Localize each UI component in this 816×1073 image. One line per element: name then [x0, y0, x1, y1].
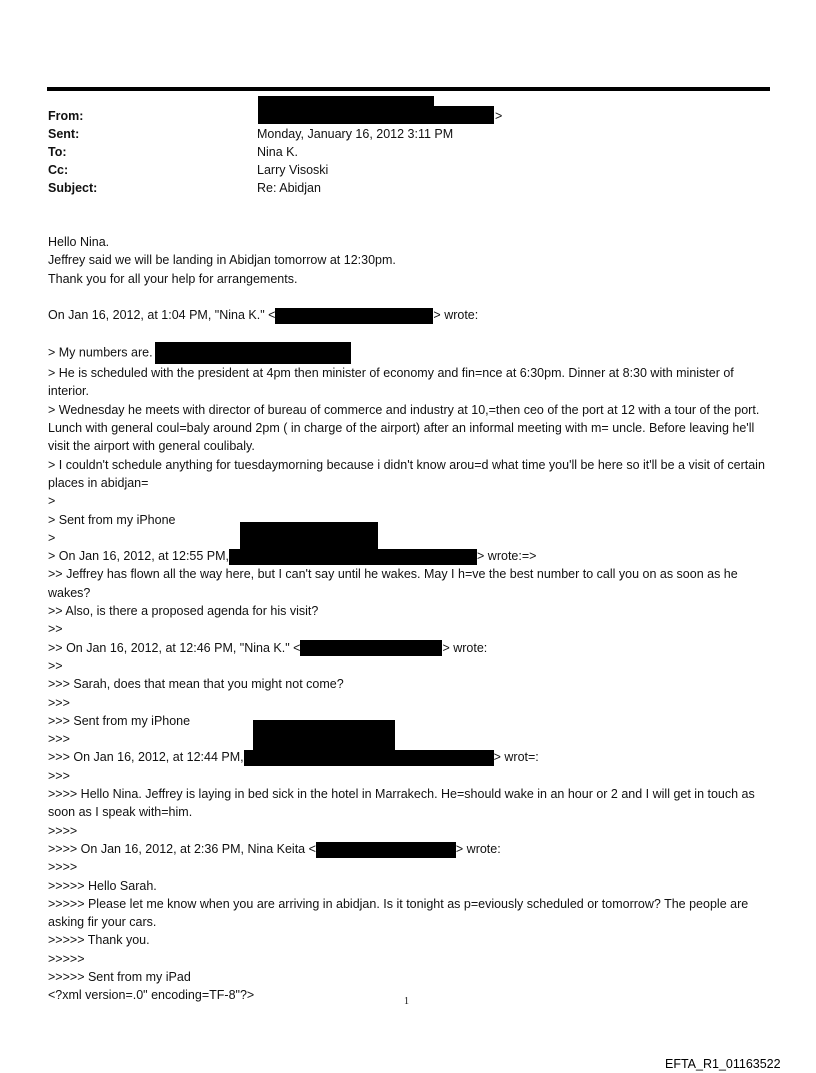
body-line: > He is scheduled with the president at 4pm then minister of economy and fin=nce at 6:30pm. Dinner at 8:30 with minister of interior.: [48, 366, 734, 399]
sent-value: Monday, January 16, 2012 3:11 PM: [257, 127, 454, 141]
body-line: [48, 342, 768, 364]
bates-number: EFTA_R1_01163522: [665, 1057, 781, 1071]
body-line: > Wednesday he meets with director of bureau of commerce and industry at 10,=then ceo of the port at 12 with a tour of the port. Lunch with general coul=baly around 2pm ( in charge of the airport) after an informal meeting with m= uncle. Before leaving he'll visit the airport with general coulibaly.: [48, 402, 760, 454]
quote-header-line: [48, 306, 768, 324]
from-value: >: [495, 109, 503, 123]
body-line: >>>>>: [48, 951, 85, 966]
cc-value: Larry Visoski: [257, 163, 329, 177]
cc-label: Cc:: [48, 163, 69, 177]
to-label: To:: [48, 145, 67, 159]
body-line: >> Also, is there a proposed agenda for his visit?: [48, 604, 319, 619]
quote-header-prefix: > On Jan 16, 2012, at 12:55 PM,: [48, 549, 230, 564]
email-redaction: [300, 640, 442, 656]
body-line: >>>>> Please let me know when you are arriving in abidjan. Is it tonight as p=eviously scheduled or tomorrow? The people are asking fir your cars.: [48, 896, 749, 930]
page-number: 1: [404, 996, 409, 1007]
quote-header-prefix: On Jan 16, 2012, at 1:04 PM, "Nina K." <: [48, 307, 276, 322]
body-line: >>: [48, 622, 63, 637]
body-line: >>>>> Thank you.: [48, 933, 150, 948]
quote-header-suffix: > wrote:: [442, 640, 488, 655]
quote-header-suffix: > wrote:: [455, 841, 501, 856]
body-line: <?xml version=.0" encoding=TF-8"?>: [48, 988, 255, 1003]
quote-header-line: [48, 840, 768, 858]
body-line: >>> Sent from my iPhone: [48, 713, 191, 728]
quote-header-suffix: > wrote:=>: [477, 549, 537, 564]
from-redaction-lower: [258, 106, 494, 124]
body-line: Thank you for all your help for arrangements.: [48, 271, 298, 286]
quote-header-line: [48, 748, 768, 766]
body-line: >>>: [48, 768, 70, 783]
body-line: >> Jeffrey has flown all the way here, but I can't say until he wakes. May I h=ve the best number to call you on as soon as he wakes?: [48, 567, 738, 600]
body-line: >: [48, 494, 56, 509]
body-line: >>: [48, 658, 63, 673]
numbers-text: > My numbers are.: [48, 345, 153, 360]
body-line: >>>>> Sent from my iPad: [48, 969, 191, 984]
email-body: [48, 233, 768, 1005]
phone-redaction: [155, 342, 351, 364]
body-line: Hello Nina.: [48, 235, 110, 249]
quote-header-prefix: >> On Jan 16, 2012, at 12:46 PM, "Nina K." <: [48, 640, 301, 655]
to-value: Nina K.: [257, 145, 298, 159]
from-label: From:: [48, 109, 84, 123]
body-line: >>>>: [48, 823, 78, 838]
body-line: >>>: [48, 732, 70, 747]
header-rule: [47, 87, 770, 91]
quote-header-prefix: >>> On Jan 16, 2012, at 12:44 PM,: [48, 750, 244, 765]
subject-value: Re: Abidjan: [257, 181, 321, 195]
body-line: >>> Sarah, does that mean that you might not come?: [48, 677, 344, 692]
quote-header-prefix: >>>> On Jan 16, 2012, at 2:36 PM, Nina Keita <: [48, 841, 316, 856]
redaction-block-upper: [240, 522, 378, 560]
email-redaction: [275, 308, 433, 324]
body-line: >: [48, 530, 56, 545]
quote-header-suffix: > wrote:: [433, 307, 479, 322]
body-line: >>>>> Hello Sarah.: [48, 878, 157, 893]
body-line: Jeffrey said we will be landing in Abidjan tomorrow at 12:30pm.: [48, 253, 396, 268]
redaction-block-upper: [253, 720, 395, 752]
body-line: > I couldn't schedule anything for tuesdaymorning because i didn't know arou=d what time you'll be here so it'll be a visit of certain places in abidjan=: [48, 457, 765, 490]
body-line: >>>> Hello Nina. Jeffrey is laying in bed sick in the hotel in Marrakech. He=should wake in an hour or 2 and I will get in touch as soon as I speak with=him.: [48, 787, 755, 820]
sent-label: Sent:: [48, 127, 80, 141]
quote-header-line: [48, 639, 768, 657]
quote-header-suffix: > wrot=:: [493, 750, 539, 765]
quote-header-line: [48, 547, 768, 565]
email-redaction: [316, 842, 456, 858]
body-line: > Sent from my iPhone: [48, 512, 176, 527]
body-line: >>>: [48, 695, 70, 710]
email-redaction: [244, 750, 494, 766]
subject-label: Subject:: [48, 181, 98, 195]
body-line: >>>>: [48, 860, 78, 875]
